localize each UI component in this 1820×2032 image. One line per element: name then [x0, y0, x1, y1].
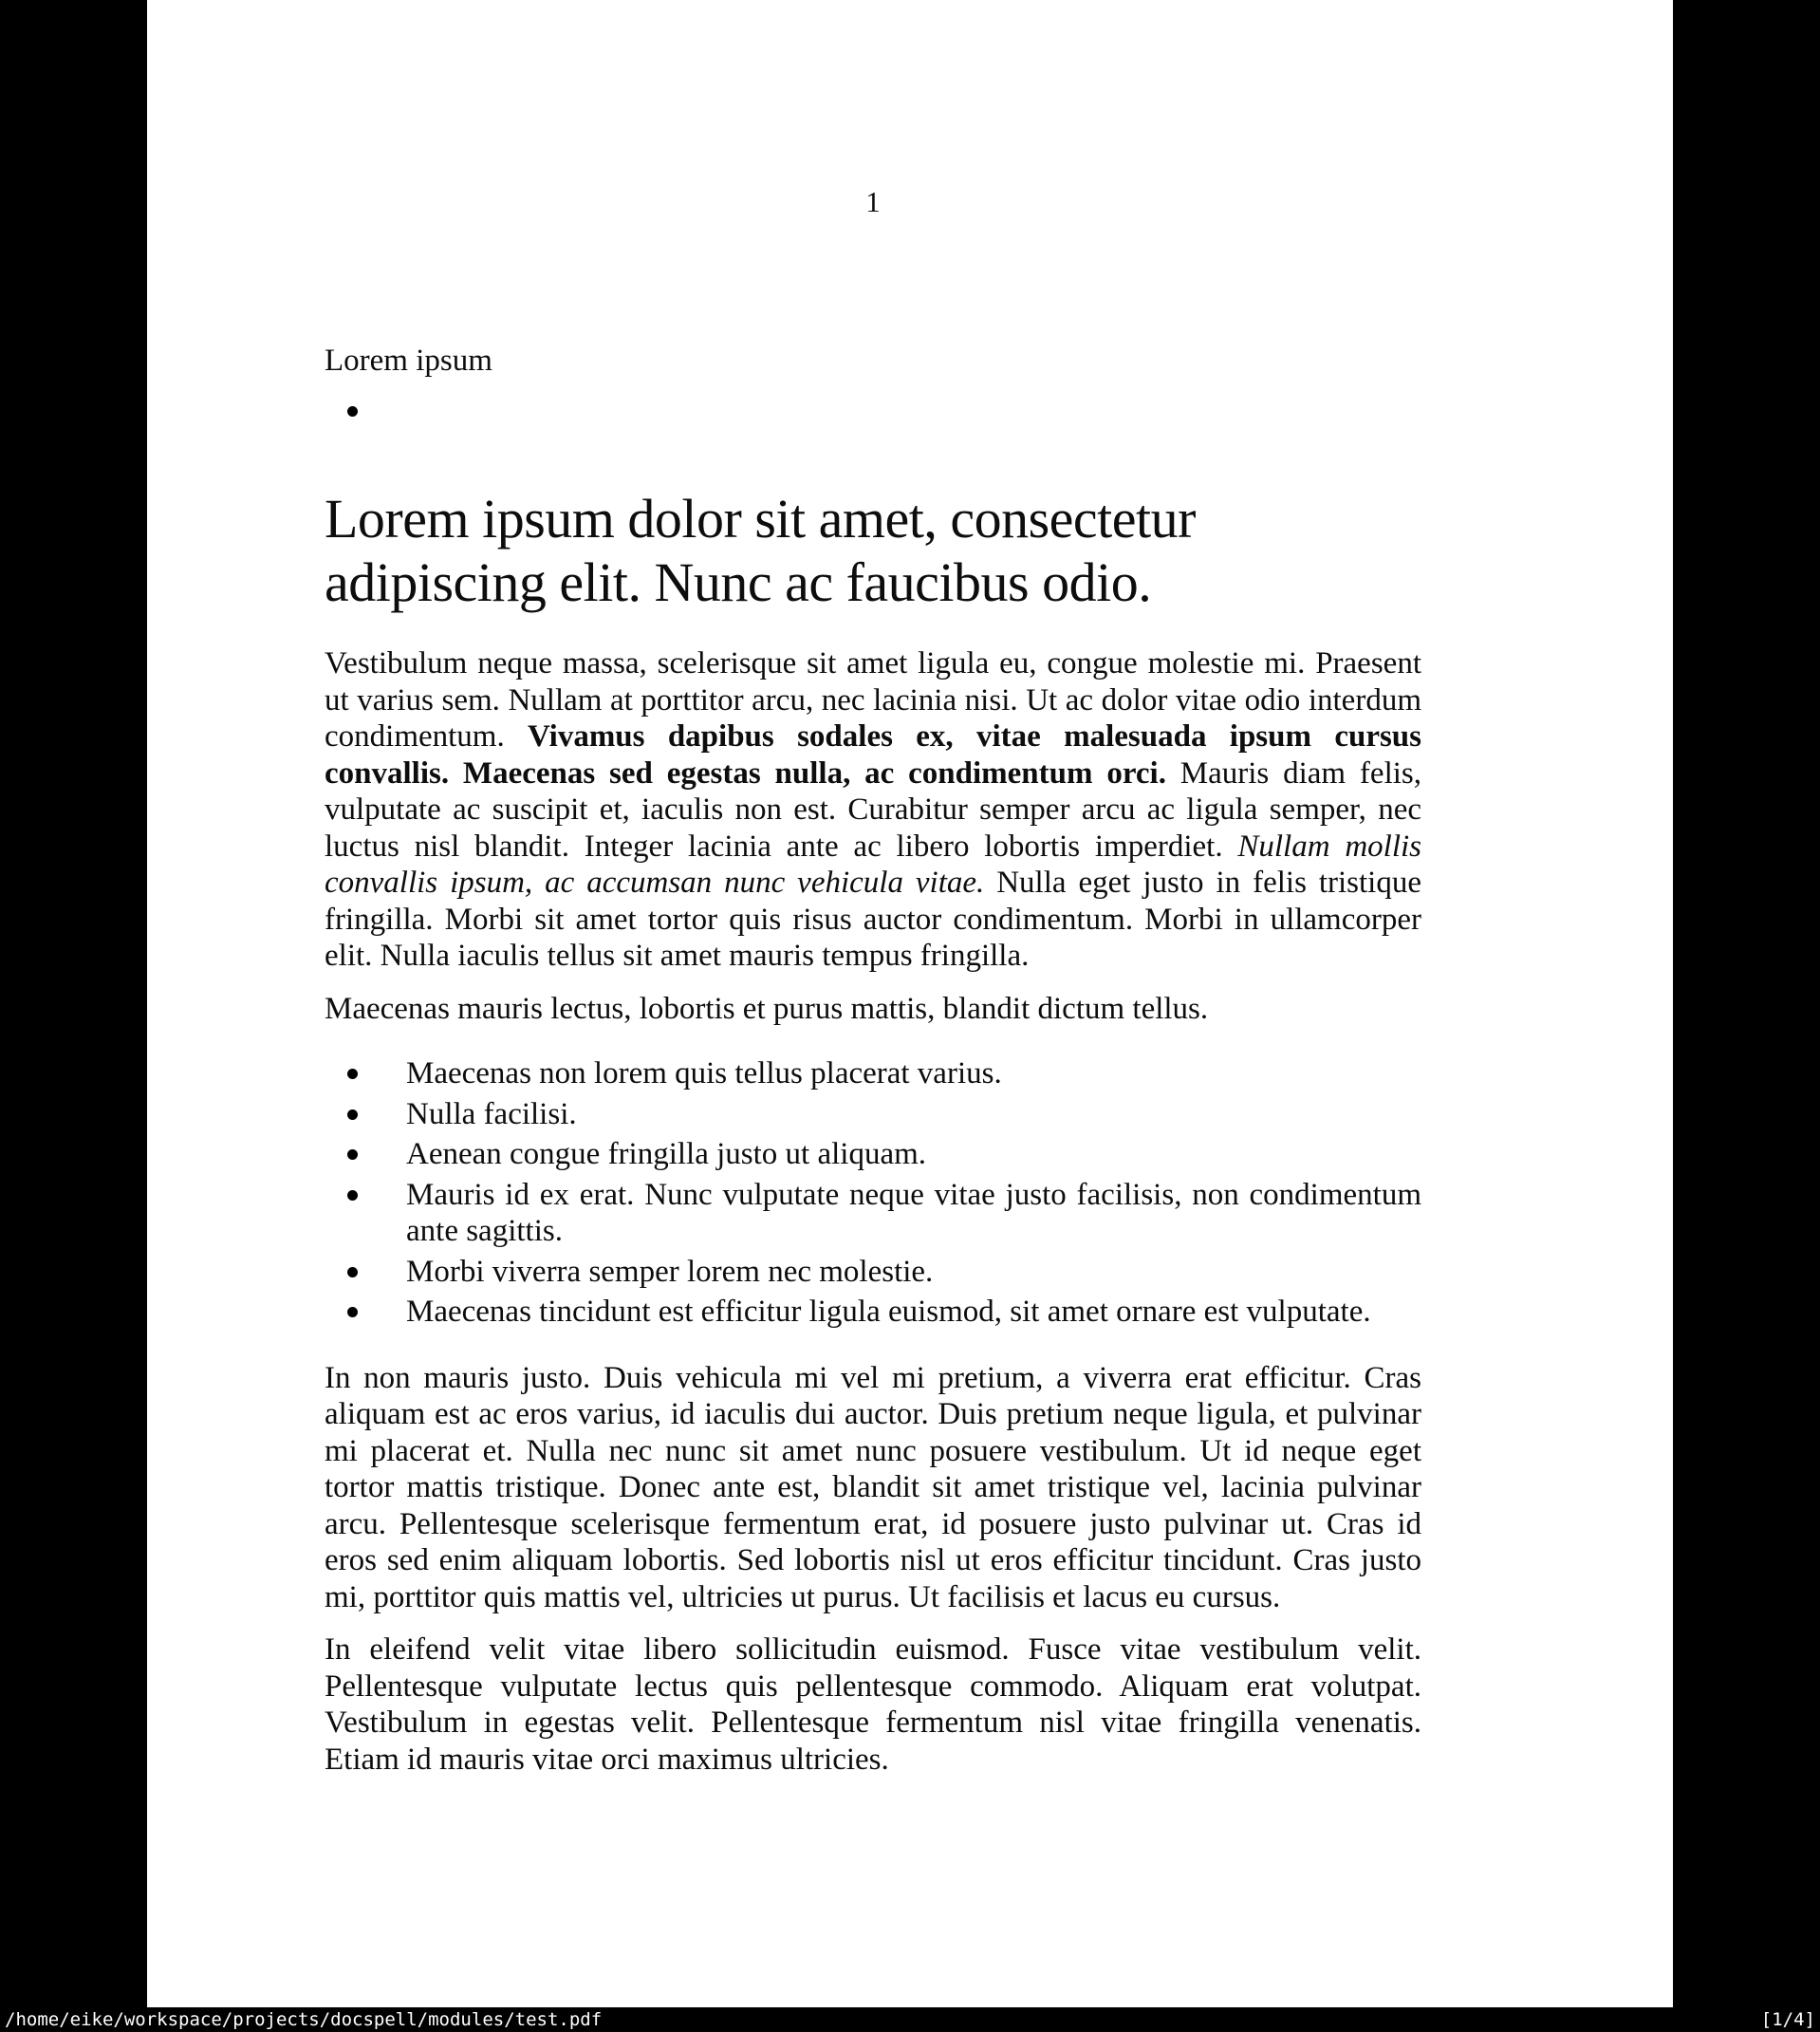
- paragraph-1-segment-normal: Vestibulum neque massa, scelerisque sit amet ligula eu, congue molestie mi. Praesent ut varius sem. Nullam at porttitor arcu, nec lacinia nisi. Ut ac dolor vitae odio interdum condimentum.: [325, 646, 1421, 754]
- list-item: Mauris id ex erat. Nunc vulputate neque vitae justo facilisis, non condimentum ante sagittis.: [406, 1177, 1421, 1248]
- list-item: Maecenas non lorem quis tellus placerat varius.: [406, 1055, 1421, 1092]
- paragraph-1: [325, 645, 1421, 975]
- statusbar-file-path: /home/eike/workspace/projects/docspell/modules/test.pdf: [5, 2009, 603, 2030]
- paragraph-2: Maecenas mauris lectus, lobortis et purus mattis, blandit dictum tellus.: [325, 991, 1209, 1026]
- pdf-page[interactable]: [147, 0, 1673, 2007]
- paragraph-1-segment-italic: Nullam mollis convallis ipsum, ac accumsan nunc vehicula vitae.: [325, 829, 1421, 900]
- page-number: 1: [865, 185, 881, 218]
- list-item: Maecenas tincidunt est efficitur ligula euismod, sit amet ornare est vulputate.: [406, 1294, 1421, 1331]
- list-item: Nulla facilisi.: [406, 1096, 1421, 1133]
- body-copy: [325, 645, 1421, 1778]
- paragraph-1-segment-normal: Mauris diam felis, vulputate ac suscipit et, iaculis non est. Curabitur semper arcu ac ligula semper, nec luctus nisl blandit. Integer lacinia ante ac libero lobortis imperdiet.: [325, 755, 1421, 864]
- list-item: Aenean congue fringilla justo ut aliquam.: [406, 1136, 1421, 1173]
- empty-bullet-marker: [347, 406, 358, 417]
- status-bar: [0, 2007, 1820, 2032]
- list-item: Morbi viverra semper lorem nec molestie.: [406, 1254, 1421, 1291]
- document-heading: Lorem ipsum dolor sit amet, consectetur adipiscing elit. Nunc ac faucibus odio.: [325, 488, 1196, 613]
- bullet-list: [325, 1055, 1421, 1331]
- statusbar-page-indicator: [1/4]: [1760, 2009, 1815, 2030]
- paragraph-1-segment-bold: Vivamus dapibus sodales ex, vitae malesuada ipsum cursus convallis. Maecenas sed egestas nulla, ac condimentum orci.: [325, 719, 1421, 791]
- paragraph-3: In non mauris justo. Duis vehicula mi vel mi pretium, a viverra erat efficitur. Cras aliquam est ac eros varius, id iaculis dui auctor. Duis pretium neque ligula, et pulvinar mi placerat et. Nulla nec nunc sit amet nunc posuere vestibulum. Ut id neque eget tortor mattis tristique. Donec ante est, blandit sit amet tristique vel, lacinia pulvinar arcu. Pellentesque scelerisque fermentum erat, id posuere justo pulvinar ut. Cras id eros sed enim aliquam lobortis. Sed lobortis nisl ut eros efficitur tincidunt. Cras justo mi, porttitor quis mattis vel, ultricies ut purus. Ut facilisis et lacus eu cursus.: [325, 1360, 1421, 1614]
- intro-text: Lorem ipsum: [325, 344, 492, 378]
- page-content: [325, 0, 1421, 1778]
- paragraph-4: In eleifend velit vitae libero sollicitudin euismod. Fusce vitae vestibulum velit. Pellentesque vulputate lectus quis pellentesque commodo. Aliquam erat volutpat. Vestibulum in egestas velit. Pellentesque fermentum nisl vitae fringilla venenatis. Etiam id mauris vitae orci maximus ultricies.: [325, 1632, 1421, 1777]
- paragraph-1-segment-normal: Nulla eget justo in felis tristique fringilla. Morbi sit amet tortor quis risus auctor condimentum. Morbi in ullamcorper elit. Nulla iaculis tellus sit amet mauris tempus fringilla.: [325, 866, 1421, 973]
